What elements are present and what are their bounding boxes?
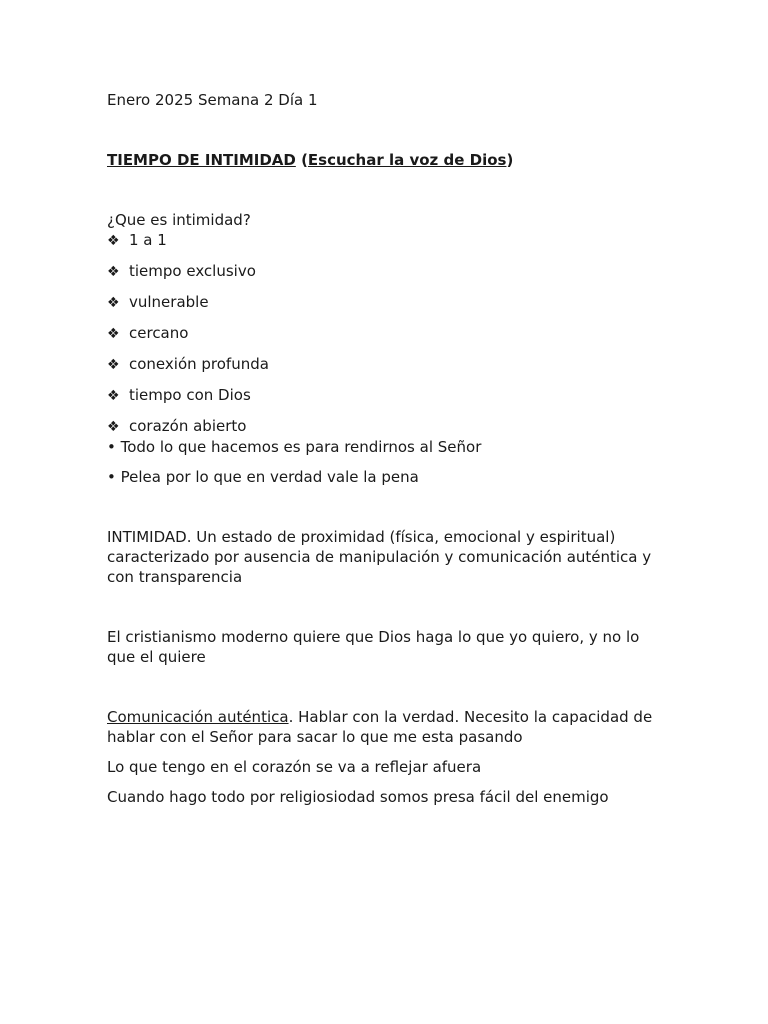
list-item: [107, 385, 667, 406]
list-item-text: tiempo con Dios: [129, 386, 251, 404]
diamond-bullet-icon: ❖: [107, 388, 120, 404]
diamond-bullet-icon: ❖: [107, 295, 120, 311]
list-item-text: corazón abierto: [129, 417, 247, 435]
diamond-list: [107, 230, 667, 437]
communication-term: Comunicación auténtica: [107, 708, 289, 726]
diamond-bullet-icon: ❖: [107, 357, 120, 373]
bullet-list: [107, 437, 667, 487]
section-title-close-paren: ): [506, 151, 514, 169]
diamond-bullet-icon: ❖: [107, 326, 120, 342]
list-item: [107, 230, 667, 251]
bullet-item: • Todo lo que hacemos es para rendirnos al Señor: [107, 438, 482, 456]
document-body: [107, 90, 667, 807]
list-item-text: 1 a 1: [129, 231, 167, 249]
diamond-bullet-icon: ❖: [107, 419, 120, 435]
section-title-main: TIEMPO DE INTIMIDAD: [107, 151, 296, 169]
list-item-text: tiempo exclusivo: [129, 262, 256, 280]
bullet-item: • Pelea por lo que en verdad vale la pena: [107, 468, 419, 486]
header-line: Enero 2025 Semana 2 Día 1: [107, 91, 318, 109]
modern-christianity-paragraph: El cristianismo moderno quiere que Dios haga lo que yo quiero, y no lo que el quiere: [107, 628, 640, 666]
list-item-text: cercano: [129, 324, 189, 342]
list-item: [107, 416, 667, 437]
section-title: [107, 150, 667, 170]
communication-text: . Hablar con la verdad. Necesito la capacidad de hablar con el Señor para sacar lo que me esta pasando: [107, 708, 653, 746]
list-item: [107, 292, 667, 313]
list-item: [107, 354, 667, 375]
list-item: [107, 323, 667, 344]
list-item-text: vulnerable: [129, 293, 209, 311]
section-title-sub: Escuchar la voz de Dios: [307, 151, 507, 169]
section-title-open-paren: (: [295, 151, 308, 169]
communication-paragraph: [107, 707, 667, 747]
diamond-bullet-icon: ❖: [107, 264, 120, 280]
list-item-text: conexión profunda: [129, 355, 269, 373]
question-text: ¿Que es intimidad?: [107, 211, 251, 229]
closing-line: Lo que tengo en el corazón se va a reflejar afuera: [107, 758, 482, 776]
definition-paragraph: INTIMIDAD. Un estado de proximidad (física, emocional y espiritual) caracterizado por ausencia de manipulación y comunicación auténtica y con transparencia: [107, 528, 652, 586]
closing-line: Cuando hago todo por religiosiodad somos presa fácil del enemigo: [107, 788, 609, 806]
diamond-bullet-icon: ❖: [107, 233, 120, 249]
list-item: [107, 261, 667, 282]
